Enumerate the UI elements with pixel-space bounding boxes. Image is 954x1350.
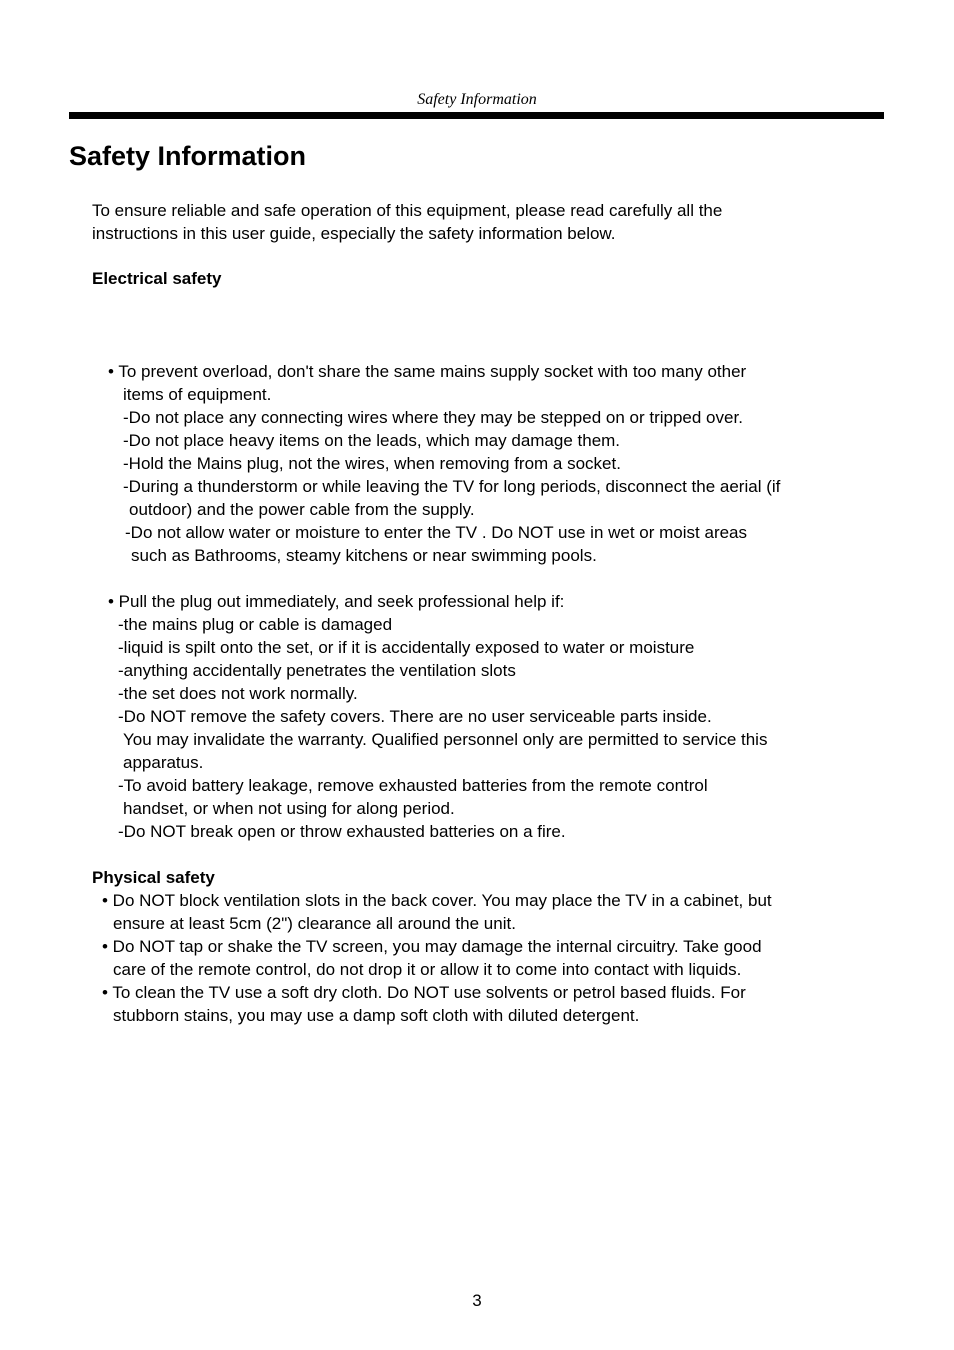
electrical-subitem: -Do not allow water or moisture to enter the TV . Do NOT use in wet or moist areas (125, 523, 748, 542)
electrical-bullet-1-continuation: items of equipment. (123, 385, 272, 404)
electrical-subitem: -the mains plug or cable is damaged (118, 615, 393, 634)
physical-bullet-continuation: stubborn stains, you may use a damp soft cloth with diluted detergent. (113, 1006, 640, 1025)
electrical-safety-heading: Electrical safety (92, 269, 222, 288)
physical-bullet-continuation: care of the remote control, do not drop it or allow it to come into contact with liquids. (113, 960, 742, 979)
header-rule (69, 112, 884, 119)
electrical-subitem: -Do NOT break open or throw exhausted batteries on a fire. (118, 822, 566, 841)
physical-safety-heading: Physical safety (92, 868, 215, 887)
electrical-subitem: -anything accidentally penetrates the ventilation slots (118, 661, 516, 680)
electrical-subitem-continuation: outdoor) and the power cable from the supply. (129, 500, 475, 519)
running-header: Safety Information (417, 91, 537, 108)
electrical-subitem: -Do not place any connecting wires where they may be stepped on or tripped over. (123, 408, 743, 427)
intro-line: instructions in this user guide, especially the safety information below. (92, 224, 616, 243)
electrical-bullet-2: • Pull the plug out immediately, and seek professional help if: (108, 592, 565, 611)
physical-bullet-continuation: ensure at least 5cm (2") clearance all around the unit. (113, 914, 516, 933)
electrical-subitem: -Hold the Mains plug, not the wires, when removing from a socket. (123, 454, 621, 473)
page-number: 3 (472, 1291, 482, 1310)
electrical-subitem-continuation: such as Bathrooms, steamy kitchens or near swimming pools. (131, 546, 597, 565)
physical-bullet: • Do NOT block ventilation slots in the back cover. You may place the TV in a cabinet, but (102, 891, 772, 910)
physical-bullet: • To clean the TV use a soft dry cloth. Do NOT use solvents or petrol based fluids. For (102, 983, 746, 1002)
electrical-subitem: -the set does not work normally. (118, 684, 358, 703)
electrical-subitem: -To avoid battery leakage, remove exhausted batteries from the remote control (118, 776, 708, 795)
page-title: Safety Information (69, 141, 307, 171)
physical-bullet: • Do NOT tap or shake the TV screen, you may damage the internal circuitry. Take good (102, 937, 762, 956)
intro-line: To ensure reliable and safe operation of this equipment, please read carefully all the (92, 201, 723, 220)
electrical-subitem: -During a thunderstorm or while leaving the TV for long periods, disconnect the aerial (if (123, 477, 781, 496)
electrical-subitem: -Do NOT remove the safety covers. There are no user serviceable parts inside. (118, 707, 712, 726)
electrical-subitem: -liquid is spilt onto the set, or if it is accidentally exposed to water or moisture (118, 638, 695, 657)
electrical-subitem: -Do not place heavy items on the leads, which may damage them. (123, 431, 621, 450)
electrical-subitem-continuation: You may invalidate the warranty. Qualified personnel only are permitted to service this (123, 730, 768, 749)
electrical-bullet-1: • To prevent overload, don't share the same mains supply socket with too many other (108, 362, 747, 381)
electrical-subitem-continuation: handset, or when not using for along period. (123, 799, 455, 818)
electrical-subitem-continuation: apparatus. (123, 753, 204, 772)
